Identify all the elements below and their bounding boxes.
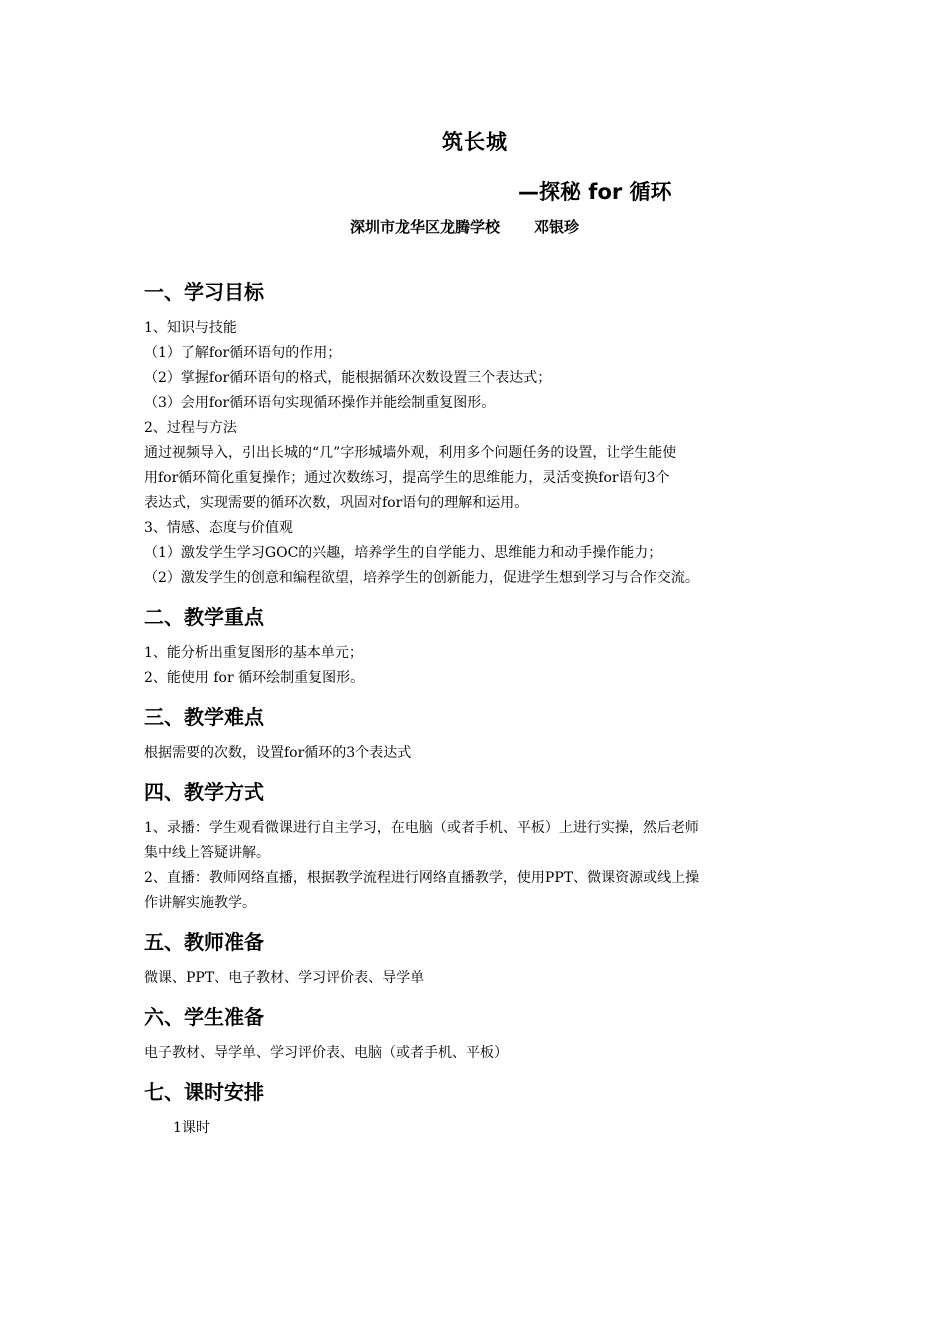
paragraph-line: 集中线上答疑讲解。 — [144, 845, 270, 861]
paragraph-line: 2、直播：教师网络直播，根据教学流程进行网络直播教学，使用PPT、微课资源或线上操 — [144, 870, 700, 886]
section-teaching-method — [144, 776, 812, 916]
paragraph-line: 根据需要的次数，设置for循环的3个表达式 — [144, 745, 412, 761]
paragraph-line: （2）掌握for循环语句的格式，能根据循环次数设置三个表达式； — [144, 370, 552, 386]
paragraph-line: （1）了解for循环语句的作用； — [144, 345, 342, 361]
section-heading: 七、课时安排 — [144, 1080, 264, 1104]
section-heading: 二、教学重点 — [144, 605, 264, 629]
section-learning-objectives — [144, 276, 812, 591]
paragraph-line: 2、过程与方法 — [144, 420, 237, 436]
paragraph-line: 2、能使用 for 循环绘制重复图形。 — [144, 670, 365, 686]
paragraph-line: （1）激发学生学习GOC的兴趣，培养学生的自学能力、思维能力和动手操作能力； — [144, 545, 663, 561]
paragraph-line: 1、知识与技能 — [144, 320, 237, 336]
paragraph-line: 表达式，实现需要的循环次数，巩固对for语句的理解和运用。 — [144, 495, 529, 511]
paragraph-line: 用for循环简化重复操作；通过次数练习，提高学生的思维能力，灵活变换for语句3个 — [144, 470, 670, 486]
paragraph-line: （3）会用for循环语句实现循环操作并能绘制重复图形。 — [144, 395, 496, 411]
section-class-schedule — [144, 1076, 812, 1141]
section-heading: 六、学生准备 — [144, 1005, 264, 1029]
paragraph-line: 1、能分析出重复图形的基本单元； — [144, 645, 363, 661]
author-line — [350, 216, 579, 237]
section-student-preparation — [144, 1001, 812, 1066]
section-teaching-focus — [144, 601, 812, 691]
section-heading: 一、学习目标 — [144, 280, 264, 304]
section-teacher-preparation — [144, 926, 812, 991]
paragraph-line: 1课时 — [173, 1120, 210, 1136]
document-subtitle: —探秘 for 循环 — [518, 180, 672, 204]
paragraph-line: （2）激发学生的创意和编程欲望，培养学生的创新能力，促进学生想到学习与合作交流。 — [144, 570, 699, 586]
section-heading: 五、教师准备 — [144, 930, 264, 954]
section-teaching-difficulty — [144, 701, 812, 766]
school-name: 深圳市龙华区龙腾学校 — [350, 218, 501, 236]
document-body — [144, 276, 812, 1141]
paragraph-line: 电子教材、导学单、学习评价表、电脑（或者手机、平板） — [144, 1045, 508, 1061]
document-title: 筑长城 — [442, 130, 508, 154]
paragraph-line: 微课、PPT、电子教材、学习评价表、导学单 — [144, 970, 425, 986]
section-heading: 三、教学难点 — [144, 705, 264, 729]
paragraph-line: 通过视频导入，引出长城的“几”字形城墙外观，利用多个问题任务的设置，让学生能使 — [144, 445, 677, 461]
paragraph-line: 1、录播：学生观看微课进行自主学习，在电脑（或者手机、平板）上进行实操，然后老师 — [144, 820, 699, 836]
section-heading: 四、教学方式 — [144, 780, 264, 804]
paragraph-line: 作讲解实施教学。 — [144, 895, 256, 911]
author-name: 邓银珍 — [534, 218, 580, 236]
paragraph-line: 3、情感、态度与价值观 — [144, 520, 293, 536]
